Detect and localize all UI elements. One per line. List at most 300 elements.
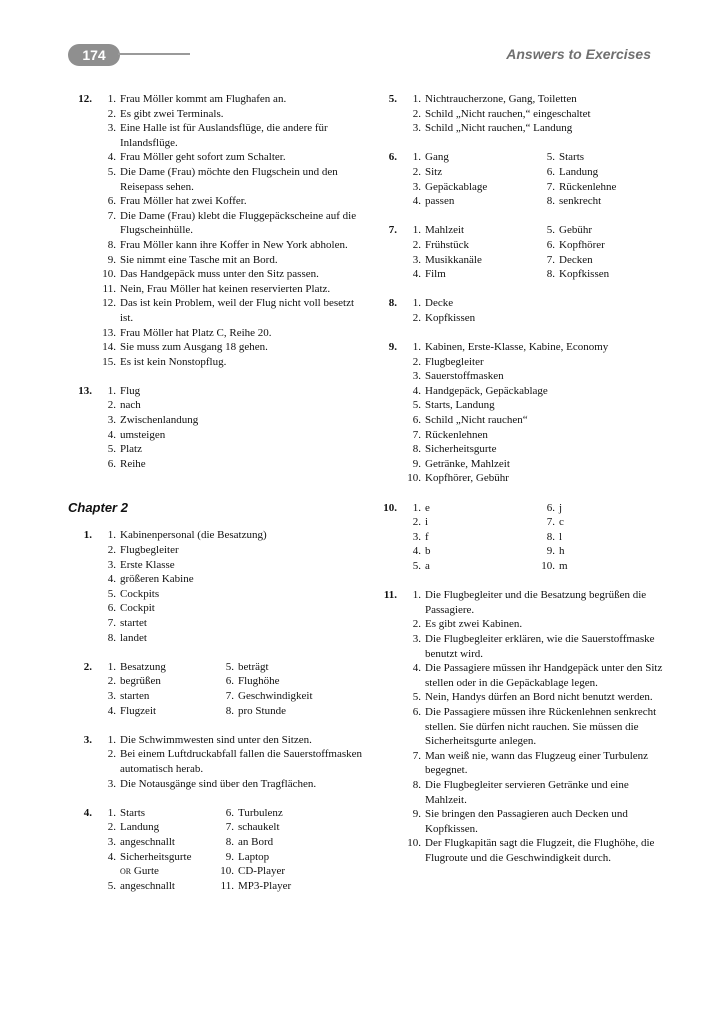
answer-text: Flug bbox=[120, 384, 141, 397]
answer-number: 2. bbox=[412, 355, 421, 368]
answer-text: Nein, Frau Möller hat keinen reservierten Platz. bbox=[120, 282, 331, 295]
answer-number: 8. bbox=[412, 778, 421, 791]
answer-item bbox=[397, 355, 665, 370]
exercise-items bbox=[92, 733, 364, 791]
answer-item bbox=[397, 471, 665, 486]
answer-item bbox=[92, 864, 210, 879]
answer-text: landet bbox=[120, 631, 147, 644]
answer-number: 2. bbox=[107, 675, 116, 688]
answer-text: Sie bringen den Passagieren auch Decken und Kopfkissen. bbox=[425, 808, 628, 835]
answer-text: Frau Möller hat zwei Koffer. bbox=[120, 195, 247, 208]
answer-text: Das ist kein Problem, weil der Flug nicht voll besetzt ist. bbox=[120, 297, 355, 324]
answer-number: 2. bbox=[412, 618, 421, 631]
answer-item bbox=[210, 674, 364, 689]
right-column bbox=[373, 92, 665, 865]
page-number: 174 bbox=[68, 44, 120, 66]
answer-item bbox=[92, 528, 364, 543]
answer-number: 4. bbox=[412, 384, 421, 397]
answer-number: 6. bbox=[412, 705, 421, 718]
exercise-c2-1 bbox=[68, 528, 364, 645]
answer-text: Flugzeit bbox=[120, 704, 157, 717]
answer-item bbox=[92, 777, 364, 792]
exercise-items bbox=[92, 92, 364, 369]
running-title: Answers to Exercises bbox=[506, 46, 651, 62]
answer-text: Sicherheitsgurte bbox=[120, 850, 192, 863]
answer-item bbox=[397, 238, 531, 253]
answer-text: größeren Kabine bbox=[120, 573, 194, 586]
answer-item bbox=[92, 747, 364, 776]
answer-text: Gepäckablage bbox=[425, 180, 488, 193]
answer-number: 7. bbox=[107, 617, 116, 629]
answer-text: Zwischenlandung bbox=[120, 414, 199, 427]
answer-number: 1. bbox=[107, 384, 116, 397]
answer-number: 2. bbox=[412, 165, 421, 178]
answer-item bbox=[531, 223, 665, 238]
answer-text: m bbox=[559, 560, 568, 572]
answer-item bbox=[397, 617, 665, 632]
answer-text: Es gibt zwei Kabinen. bbox=[425, 618, 523, 631]
answer-number: 9. bbox=[412, 457, 421, 470]
answer-item bbox=[397, 632, 665, 661]
answer-number: 8. bbox=[546, 530, 555, 543]
answer-text: l bbox=[559, 530, 563, 543]
exercise-c2-5 bbox=[373, 92, 665, 136]
answer-number: 6. bbox=[107, 457, 116, 470]
answer-number: 5. bbox=[107, 443, 116, 456]
answer-text: umsteigen bbox=[120, 428, 166, 441]
answer-text: Starts, Landung bbox=[425, 399, 495, 412]
exercise-items bbox=[92, 384, 364, 472]
answer-item bbox=[397, 340, 665, 355]
answer-number: 6. bbox=[546, 238, 555, 251]
answer-number: 4. bbox=[412, 545, 421, 558]
answer-text: Frau Möller geht sofort zum Schalter. bbox=[120, 151, 286, 164]
answer-number: 1. bbox=[107, 806, 116, 819]
answer-number: 2. bbox=[412, 516, 421, 529]
answer-item bbox=[397, 384, 665, 399]
answer-item bbox=[531, 544, 665, 559]
answer-number: 5. bbox=[546, 151, 555, 164]
exercise-number: 11. bbox=[383, 589, 397, 602]
answer-number: 2. bbox=[107, 748, 116, 761]
answer-text: Eine Halle ist für Auslandsflüge, die andere für Inlandsflüge. bbox=[120, 122, 328, 149]
exercise-items bbox=[397, 501, 665, 574]
exercise-c2-11 bbox=[373, 588, 665, 865]
answer-text: passen bbox=[425, 195, 455, 208]
answer-item bbox=[397, 165, 531, 180]
answer-number: 4. bbox=[107, 704, 116, 717]
answer-item bbox=[397, 530, 531, 545]
answer-item bbox=[92, 572, 364, 587]
answer-number: 2. bbox=[107, 399, 116, 412]
answer-item bbox=[397, 442, 665, 457]
exercise-c2-4 bbox=[68, 806, 364, 894]
exercise-number: 4. bbox=[83, 806, 92, 819]
page-header bbox=[0, 0, 717, 80]
answer-item bbox=[210, 660, 364, 675]
exercise-items bbox=[397, 223, 665, 281]
answer-item bbox=[531, 559, 665, 574]
answer-item bbox=[397, 121, 665, 136]
answer-text: CD-Player bbox=[238, 865, 286, 878]
answer-number: 6. bbox=[225, 806, 234, 819]
answer-item bbox=[92, 835, 210, 850]
answer-item bbox=[397, 311, 665, 326]
answer-text: MP3-Player bbox=[238, 879, 292, 892]
answer-number: 6. bbox=[107, 602, 116, 615]
answer-item bbox=[92, 601, 364, 616]
answer-number: 1. bbox=[107, 93, 116, 105]
answer-item bbox=[92, 150, 364, 165]
answer-text: Man weiß nie, wann das Flugzeug einer Turbulenz begegnet. bbox=[425, 749, 649, 777]
left-column bbox=[68, 92, 364, 893]
answer-number: 4. bbox=[412, 662, 421, 675]
answer-number: 7. bbox=[546, 253, 555, 266]
answer-text: a bbox=[425, 560, 430, 572]
answer-number: 1. bbox=[412, 151, 421, 164]
answer-text: Die Flugbegleiter erklären, wie die Sauerstoffmaske benutzt wird. bbox=[425, 632, 655, 660]
answer-item bbox=[531, 194, 665, 209]
answer-text: Kabinen, Erste-Klasse, Kabine, Economy bbox=[425, 341, 609, 354]
exercise-c2-3 bbox=[68, 733, 364, 791]
answer-item bbox=[92, 92, 364, 107]
answer-item bbox=[92, 355, 364, 370]
answer-text: pro Stunde bbox=[238, 704, 286, 717]
chapter-heading: Chapter 2 bbox=[68, 500, 128, 516]
answer-number: 9. bbox=[107, 253, 116, 266]
answer-number: 7. bbox=[546, 516, 555, 529]
header-rule bbox=[118, 53, 190, 55]
answer-number: 4. bbox=[412, 195, 421, 208]
answer-item bbox=[210, 879, 364, 894]
answer-number: 7. bbox=[412, 749, 421, 762]
answer-item bbox=[531, 150, 665, 165]
answer-number bbox=[92, 864, 116, 879]
exercise-number: 9. bbox=[388, 341, 397, 354]
answer-text: Geschwindigkeit bbox=[238, 689, 313, 702]
answer-item bbox=[210, 864, 364, 879]
answer-number: 1. bbox=[107, 529, 116, 542]
answer-number: 4. bbox=[107, 850, 116, 863]
exercise-items bbox=[397, 588, 665, 865]
answer-number: 12. bbox=[102, 297, 116, 310]
answer-number: 5. bbox=[107, 587, 116, 600]
answer-item bbox=[397, 501, 531, 516]
answer-item bbox=[92, 326, 364, 341]
answer-number: 5. bbox=[107, 165, 116, 178]
exercise-c2-6 bbox=[373, 150, 665, 208]
answer-number: 4. bbox=[107, 573, 116, 586]
answer-number: 4. bbox=[107, 428, 116, 441]
answer-number: 5. bbox=[412, 691, 421, 704]
answer-text: Der Flugkapitän sagt die Flugzeit, die Flughöhe, die Flugroute und die Geschwindigkeit durch. bbox=[425, 837, 655, 864]
answer-text: Kopfkissen bbox=[559, 268, 610, 281]
answer-text: Gebühr bbox=[559, 224, 592, 237]
exercise-items bbox=[92, 528, 364, 645]
exercise-number: 5. bbox=[388, 93, 397, 105]
answer-text: Erste Klasse bbox=[120, 558, 175, 571]
exercise-items bbox=[92, 806, 364, 894]
answer-text: or Gurte bbox=[120, 865, 159, 878]
exercise-number: 12. bbox=[78, 93, 92, 105]
exercise-items bbox=[397, 340, 665, 486]
answer-item bbox=[210, 689, 364, 704]
answer-number: 1. bbox=[412, 224, 421, 237]
exercise-number: 6. bbox=[388, 151, 397, 164]
answer-item bbox=[92, 457, 364, 472]
answer-number: 4. bbox=[107, 151, 116, 164]
answer-item bbox=[92, 879, 210, 894]
exercise-items bbox=[397, 150, 665, 208]
answer-number: 1. bbox=[412, 501, 421, 514]
answer-number: 8. bbox=[546, 268, 555, 281]
answer-number: 8. bbox=[225, 704, 234, 717]
answer-text: h bbox=[559, 545, 565, 558]
answer-number: 8. bbox=[546, 195, 555, 208]
answer-item bbox=[92, 733, 364, 748]
exercise-number: 13. bbox=[78, 384, 92, 397]
answer-number: 7. bbox=[412, 428, 421, 441]
answer-item bbox=[397, 588, 665, 617]
answer-number: 2. bbox=[107, 544, 116, 557]
answer-number: 14. bbox=[102, 341, 116, 354]
answer-number: 7. bbox=[225, 689, 234, 702]
answer-item bbox=[397, 661, 665, 690]
answer-number: 11. bbox=[102, 282, 116, 295]
answer-item bbox=[397, 398, 665, 413]
answer-number: 5. bbox=[412, 560, 421, 572]
answer-text: Kopfhörer, Gebühr bbox=[425, 472, 509, 485]
exercise-12 bbox=[68, 92, 364, 369]
answer-number: 3. bbox=[412, 253, 421, 266]
answer-number: 6. bbox=[107, 195, 116, 208]
answer-text: begrüßen bbox=[120, 675, 161, 688]
answer-text: j bbox=[559, 501, 563, 514]
answer-text: c bbox=[559, 516, 564, 529]
answer-text: Schild „Nicht rauchen,“ eingeschaltet bbox=[425, 107, 591, 120]
exercise-number: 10. bbox=[383, 501, 397, 514]
answer-item bbox=[531, 180, 665, 195]
answer-number: 5. bbox=[107, 879, 116, 892]
answer-item bbox=[92, 267, 364, 282]
answer-text: Sauerstoffmasken bbox=[425, 370, 504, 383]
answer-text: f bbox=[425, 530, 429, 543]
answer-number: 1. bbox=[412, 297, 421, 310]
answer-text: Getränke, Mahlzeit bbox=[425, 457, 510, 470]
answer-number: 10. bbox=[220, 865, 234, 878]
exercise-c2-2 bbox=[68, 660, 364, 718]
answer-number: 3. bbox=[107, 122, 116, 135]
answer-text: Kabinenpersonal (die Besatzung) bbox=[120, 529, 267, 542]
answer-text: Starts bbox=[120, 806, 146, 819]
answer-text: Sie nimmt eine Tasche mit an Bord. bbox=[120, 253, 278, 266]
exercise-number: 7. bbox=[388, 224, 397, 237]
answer-item bbox=[397, 107, 665, 122]
answer-number: 1. bbox=[412, 93, 421, 105]
answer-item bbox=[92, 165, 364, 194]
answer-number: 2. bbox=[412, 238, 421, 251]
answer-number: 13. bbox=[102, 326, 116, 339]
answer-item bbox=[397, 267, 531, 282]
answer-text: Landung bbox=[559, 165, 599, 178]
answer-item bbox=[397, 778, 665, 807]
answer-text: Sie muss zum Ausgang 18 gehen. bbox=[120, 341, 268, 354]
answer-item bbox=[92, 704, 210, 719]
answer-text: Die Schwimmwesten sind unter den Sitzen. bbox=[120, 733, 312, 746]
answer-item bbox=[397, 690, 665, 705]
answer-text: Rückenlehne bbox=[559, 180, 617, 193]
answer-item bbox=[92, 428, 364, 443]
answer-number: 9. bbox=[412, 808, 421, 821]
answer-number: 4. bbox=[412, 268, 421, 281]
answer-number: 3. bbox=[412, 530, 421, 543]
answer-text: Landung bbox=[120, 821, 160, 834]
answer-number: 3. bbox=[107, 835, 116, 848]
answer-item bbox=[92, 384, 364, 399]
answer-item bbox=[92, 660, 210, 675]
answer-number: 1. bbox=[107, 733, 116, 746]
answer-item bbox=[92, 296, 364, 325]
answer-number: 6. bbox=[225, 675, 234, 688]
answer-item bbox=[92, 631, 364, 646]
answer-number: 11. bbox=[220, 879, 234, 892]
answer-item bbox=[397, 515, 531, 530]
exercise-number: 2. bbox=[83, 660, 92, 673]
answer-number: 1. bbox=[412, 589, 421, 602]
answer-text: Laptop bbox=[238, 850, 270, 863]
answer-number: 10. bbox=[407, 472, 421, 485]
answer-number: 1. bbox=[412, 341, 421, 354]
exercise-c2-9 bbox=[373, 340, 665, 486]
answer-text: Die Dame (Frau) klebt die Fluggepäckscheine auf die Flugscheinhülle. bbox=[120, 209, 357, 237]
answer-text: i bbox=[425, 516, 429, 529]
answer-text: Die Dame (Frau) möchte den Flugschein und den Reisepass sehen. bbox=[120, 165, 338, 193]
answer-text: Decken bbox=[559, 253, 593, 266]
answer-text: Sicherheitsgurte bbox=[425, 443, 497, 456]
answer-text: Musikkanäle bbox=[425, 253, 482, 266]
answer-item bbox=[531, 267, 665, 282]
answer-text: Cockpits bbox=[120, 587, 160, 600]
answer-text: Frau Möller kann ihre Koffer in New York abholen. bbox=[120, 238, 348, 251]
answer-item bbox=[397, 428, 665, 443]
answer-item bbox=[92, 442, 364, 457]
answer-item bbox=[397, 457, 665, 472]
answer-text: nach bbox=[120, 399, 141, 412]
answer-text: Die Passagiere müssen ihre Rückenlehnen senkrecht stellen. Sie dürfen nicht rauchen. Sie müssen die Sicherheitsgurte anlegen. bbox=[425, 705, 657, 748]
answer-text: Schild „Nicht rauchen,“ Landung bbox=[425, 122, 573, 135]
answer-text: Mahlzeit bbox=[425, 224, 465, 237]
answer-number: 2. bbox=[107, 107, 116, 120]
answer-number: 3. bbox=[107, 777, 116, 790]
answer-number: 3. bbox=[107, 689, 116, 702]
answer-item bbox=[92, 674, 210, 689]
answer-item bbox=[531, 515, 665, 530]
answer-text: Es ist kein Nonstopflug. bbox=[120, 355, 227, 368]
answer-number: 8. bbox=[107, 238, 116, 251]
answer-number: 5. bbox=[412, 399, 421, 412]
answer-text: Turbulenz bbox=[238, 806, 283, 819]
answer-text: Es gibt zwei Terminals. bbox=[120, 107, 224, 120]
exercise-c2-10 bbox=[373, 501, 665, 574]
answer-text: Flugbegleiter bbox=[120, 544, 179, 557]
answer-item bbox=[531, 165, 665, 180]
answer-number: 6. bbox=[546, 501, 555, 514]
exercise-number: 1. bbox=[83, 529, 92, 542]
answer-item bbox=[210, 806, 364, 821]
answer-text: Kopfkissen bbox=[425, 311, 476, 324]
answer-text: Frau Möller hat Platz C, Reihe 20. bbox=[120, 326, 272, 339]
answer-number: 8. bbox=[412, 443, 421, 456]
answer-item bbox=[92, 689, 210, 704]
answer-text: Nein, Handys dürfen an Bord nicht benutzt werden. bbox=[425, 691, 653, 704]
answer-item bbox=[397, 559, 531, 574]
answer-item bbox=[92, 209, 364, 238]
answer-text: Starts bbox=[559, 151, 585, 164]
answer-text: angeschnallt bbox=[120, 879, 175, 892]
answer-item bbox=[92, 238, 364, 253]
answer-item bbox=[92, 806, 210, 821]
answer-item bbox=[92, 850, 210, 865]
answer-text: Film bbox=[425, 268, 446, 281]
answer-number: 2. bbox=[107, 821, 116, 834]
answer-number: 7. bbox=[225, 821, 234, 834]
answer-item bbox=[397, 180, 531, 195]
answer-item bbox=[397, 836, 665, 865]
answer-text: Die Flugbegleiter und die Besatzung begrüßen die Passagiere. bbox=[425, 589, 647, 616]
answer-item bbox=[397, 92, 665, 107]
answer-item bbox=[92, 616, 364, 631]
answer-item bbox=[397, 413, 665, 428]
answer-text: Cockpit bbox=[120, 602, 155, 615]
answer-text: e bbox=[425, 501, 430, 514]
answer-number: 3. bbox=[412, 632, 421, 645]
answer-item bbox=[397, 150, 531, 165]
answer-item bbox=[92, 587, 364, 602]
exercise-13 bbox=[68, 384, 364, 472]
exercise-items bbox=[92, 660, 364, 718]
answer-number: 2. bbox=[412, 107, 421, 120]
answer-item bbox=[92, 107, 364, 122]
answer-item bbox=[397, 705, 665, 749]
exercise-number: 3. bbox=[83, 733, 92, 746]
answer-number: 10. bbox=[541, 560, 555, 572]
answer-text: angeschnallt bbox=[120, 835, 175, 848]
answer-text: Nichtraucherzone, Gang, Toiletten bbox=[425, 93, 577, 105]
answer-number: 3. bbox=[412, 122, 421, 135]
answer-item bbox=[92, 340, 364, 355]
answer-number: 6. bbox=[412, 414, 421, 427]
answer-text: Besatzung bbox=[120, 660, 166, 673]
answer-item bbox=[92, 253, 364, 268]
answer-number: 8. bbox=[225, 835, 234, 848]
answer-text: Frühstück bbox=[425, 238, 469, 251]
answer-text: Die Passagiere müssen ihr Handgepäck unter den Sitz stellen oder in die Gepäckablage legen. bbox=[425, 662, 663, 689]
answer-item bbox=[397, 253, 531, 268]
answer-text: Die Notausgänge sind über den Tragflächen. bbox=[120, 777, 317, 790]
answer-number: 7. bbox=[546, 180, 555, 193]
answer-item bbox=[397, 749, 665, 778]
answer-number: 3. bbox=[107, 558, 116, 571]
answer-number: 10. bbox=[102, 268, 116, 281]
answer-text: Frau Möller kommt am Flughafen an. bbox=[120, 93, 287, 105]
answer-number: 5. bbox=[225, 660, 234, 673]
answer-text: senkrecht bbox=[559, 195, 602, 208]
answer-item bbox=[92, 820, 210, 835]
answer-text: starten bbox=[120, 689, 150, 702]
answer-item bbox=[92, 398, 364, 413]
exercise-number: 8. bbox=[388, 297, 397, 310]
answer-text: Sitz bbox=[425, 165, 443, 178]
